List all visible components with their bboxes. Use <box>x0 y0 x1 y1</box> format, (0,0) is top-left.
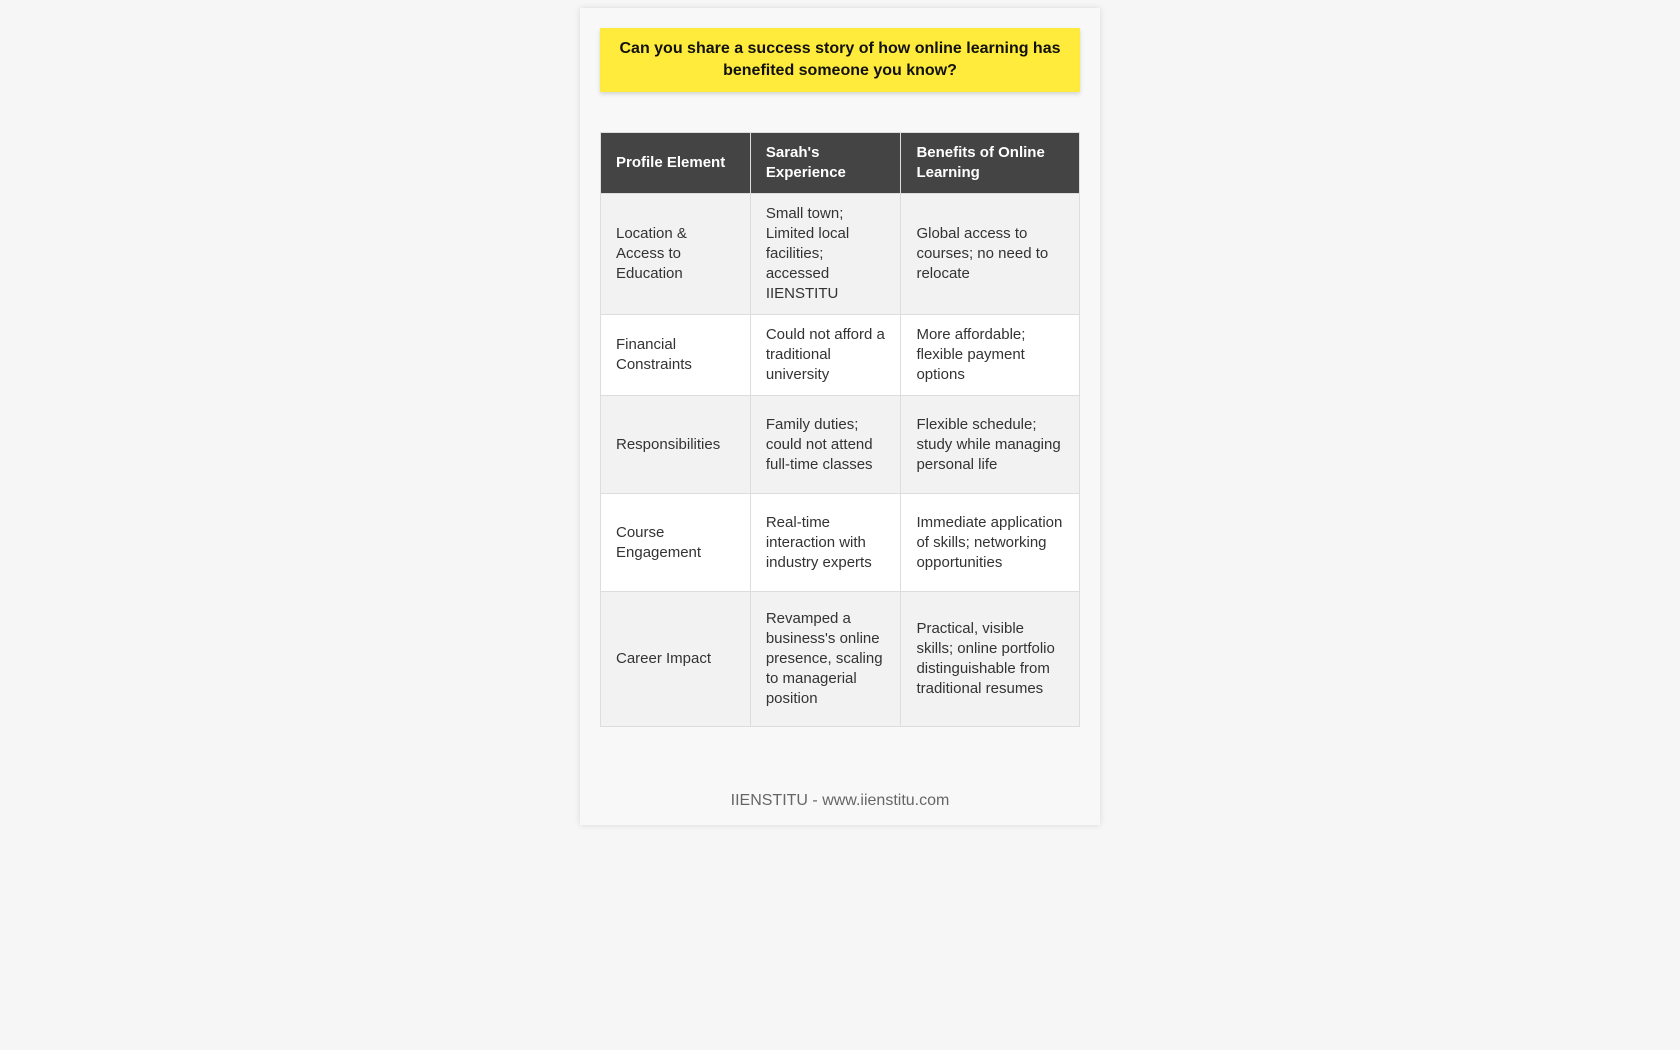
header-sarahs-experience: Sarah's Experience <box>750 133 901 194</box>
cell-benefit: Practical, visible skills; online portfolio distinguishable from traditional resumes <box>901 592 1080 727</box>
cell-experience: Small town; Limited local facilities; accessed IIENSTITU <box>750 194 901 315</box>
cell-benefit: Immediate application of skills; networking opportunities <box>901 494 1080 592</box>
header-benefits: Benefits of Online Learning <box>901 133 1080 194</box>
content-card <box>580 8 1100 825</box>
cell-profile-element: Location & Access to Education <box>601 194 751 315</box>
cell-experience: Could not afford a traditional university <box>750 315 901 396</box>
cell-benefit: Flexible schedule; study while managing personal life <box>901 396 1080 494</box>
header-profile-element: Profile Element <box>601 133 751 194</box>
cell-experience: Revamped a business's online presence, scaling to managerial position <box>750 592 901 727</box>
cell-profile-element: Course Engagement <box>601 494 751 592</box>
cell-experience: Family duties; could not attend full-time classes <box>750 396 901 494</box>
cell-profile-element: Career Impact <box>601 592 751 727</box>
table-row <box>601 315 1080 396</box>
footer-credit: IIENSTITU - www.iienstitu.com <box>730 792 950 809</box>
cell-benefit: More affordable; flexible payment options <box>901 315 1080 396</box>
cell-experience: Real-time interaction with industry experts <box>750 494 901 592</box>
cell-profile-element: Financial Constraints <box>601 315 751 396</box>
table-row <box>601 396 1080 494</box>
question-banner: Can you share a success story of how online learning has benefited someone you know? <box>600 28 1080 92</box>
table-header-row <box>601 133 1080 194</box>
table-row <box>601 494 1080 592</box>
cell-benefit: Global access to courses; no need to relocate <box>901 194 1080 315</box>
cell-profile-element: Responsibilities <box>601 396 751 494</box>
table-row <box>601 194 1080 315</box>
table-row <box>601 592 1080 727</box>
comparison-table <box>600 132 1080 727</box>
